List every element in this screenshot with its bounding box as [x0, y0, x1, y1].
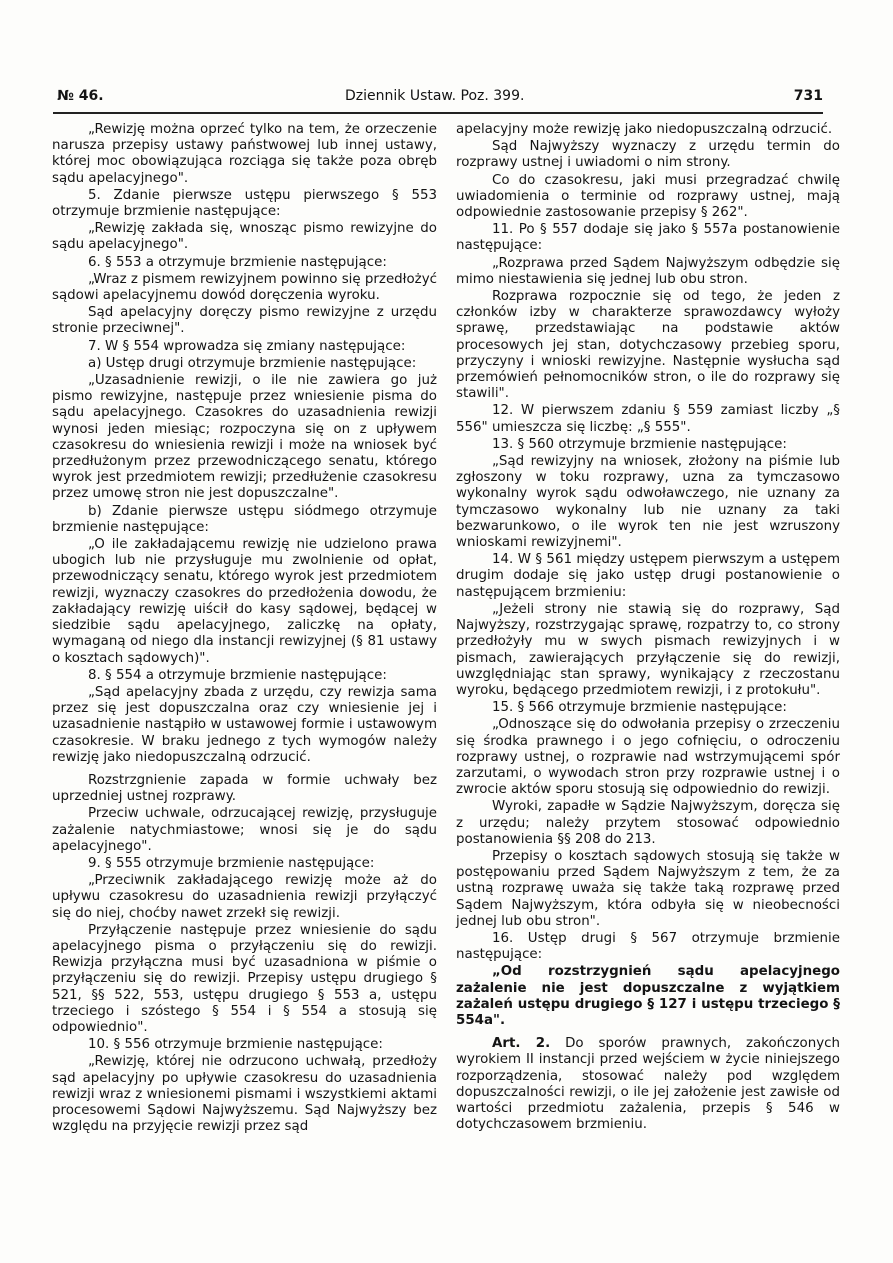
- paragraph: „Rewizję zakłada się, wnosząc pismo rewizyjne do sądu apelacyjnego".: [52, 221, 437, 253]
- paragraph: „Rewizję można oprzeć tylko na tem, że orzeczenie narusza przepisy ustawy państwowej lub innej ustawy, której moc obowiązująca rozciąga się także poza obręb sądu apelacyjnego".: [52, 122, 437, 186]
- paragraph: 8. § 554 a otrzymuje brzmienie następujące:: [88, 667, 387, 683]
- paragraph: „Sąd apelacyjny zbada z urzędu, czy rewizja sama przez się jest dopuszczalna oraz czy wniesienie jej i uzasadnienie nastąpiło w ustawowej formie i ustawowym czasokresie. W braku jednego z tych wymogów należy rewizję jako niedopuszczalną odrzucić.: [52, 684, 437, 765]
- paragraph: b) Zdanie pierwsze ustępu siódmego otrzymuje brzmienie następujące:: [52, 503, 437, 535]
- article-text: Do sporów prawnych, zakończonych wyrokiem II instancji przed wejściem w życie niniejszego rozporządzenia, stosować należy pod względem dopuszczalności rewizji, o ile jej założenie jest zawisłe od wartości przedmiotu zażalenia, przepis § 546 w dotychczasowem brzmieniu.: [456, 1036, 841, 1133]
- page-header: [53, 88, 823, 110]
- paragraph: 12. W pierwszem zdaniu § 559 zamiast liczby „§ 556" umieszcza się liczbę: „§ 555".: [456, 403, 840, 435]
- art-2-paragraph: [456, 1036, 840, 1133]
- paragraph: „O ile zakładającemu rewizję nie udzielono prawa ubogich lub nie przysługuje mu zwolnienie od opłat, przewodniczący senatu, którego wyrok jest przedmiotem rewizji, wyznaczy czasokres do przedłożenia dowodu, że zakładający rewizję uiścił do kasy sądowej, będącej w siedzibie sądu apelacyjnego, zaliczkę na opłaty, wymaganą od niego dla instancji rewizyjnej (§ 81 ustawy o kosztach sądowych)".: [52, 537, 437, 666]
- paragraph: 7. W § 554 wprowadza się zmiany następujące:: [88, 338, 406, 354]
- issue-number: № 46.: [57, 88, 104, 104]
- paragraph: 13. § 560 otrzymuje brzmienie następujące:: [492, 436, 787, 452]
- paragraph: „Przeciwnik zakładającego rewizję może aż do upływu czasokresu do uzasadnienia rewizji przyłączyć się do niej, choćby nawet zrzekł się rewizji.: [52, 873, 437, 921]
- paragraph: Wyroki, zapadłe w Sądzie Najwyższym, doręcza się z urzędu; należy przytem stosować odpowiednio postanowienia §§ 208 do 213.: [456, 799, 840, 847]
- article-label: Art. 2.: [492, 1036, 551, 1052]
- paragraph: Przyłączenie następuje przez wniesienie do sądu apelacyjnego pisma o przyłączeniu się do rewizji. Rewizja przyłączna musi być uzasadniona w piśmie o przyłączeniu się do rewizji. Przepisy ustępu drugiego § 521, §§ 522, 553, ustępu drugiego § 553 a, ustępu trzeciego i szóstego § 554 i § 554 a stosują się odpowiednio".: [52, 922, 437, 1035]
- paragraph: 11. Po § 557 dodaje się jako § 557a postanowienie następujące:: [456, 222, 840, 254]
- right-column: [456, 122, 840, 1134]
- paragraph: a) Ustęp drugi otrzymuje brzmienie następujące:: [88, 355, 417, 371]
- paragraph: Przeciw uchwale, odrzucającej rewizję, przysługuje zażalenie natychmiastowe; wnosi się je do sądu apelacyjnego".: [52, 806, 437, 854]
- paragraph: 16. Ustęp drugi § 567 otrzymuje brzmienie następujące:: [456, 930, 840, 963]
- paragraph: 10. § 556 otrzymuje brzmienie następujące:: [88, 1037, 383, 1053]
- paragraph: Rozstrzgnienie zapada w formie uchwały bez uprzedniej ustnej rozprawy.: [52, 772, 437, 805]
- paragraph: 14. W § 561 między ustępem pierwszym a ustępem drugim dodaje się jako ustęp drugi postanowienie o następującem brzmieniu:: [456, 552, 840, 600]
- paragraph: „Jeżeli strony nie stawią się do rozprawy, Sąd Najwyższy, rozstrzygając sprawę, rozpatrzy to, co strony przedłożyły mu w swych pismach rewizyjnych i w pismach, zawierających przyłączenie się do rewizji, uwzględniając stan sprawy, wynikający z rzeczostanu wyroku, będącego przedmiotem rewizji, i z protokułu".: [456, 601, 840, 698]
- paragraph: Rozprawa rozpocznie się od tego, że jeden z członków izby w charakterze sprawozdawcy wyłoży sprawę, przedstawiając na podstawie aktów procesowych jej stan, dotychczasowy przebieg sporu, przyczyny i wnioski rewizyjne. Następnie wysłucha sąd przemówień pełnomocników stron, o ile do rozprawy się stawili".: [456, 289, 840, 402]
- paragraph: Sąd Najwyższy wyznaczy z urzędu termin do rozprawy ustnej i uwiadomi o nim strony.: [456, 139, 840, 171]
- paragraph: 5. Zdanie pierwsze ustępu pierwszego § 553 otrzymuje brzmienie następujące:: [52, 187, 437, 220]
- left-column: [52, 122, 437, 1136]
- paragraph: „Wraz z pismem rewizyjnem powinno się przedłożyć sądowi apelacyjnemu dowód doręczenia wyroku.: [52, 271, 437, 304]
- paragraph: „Odnoszące się do odwołania przepisy o zrzeczeniu się środka prawnego i o jego cofnięciu, o odroczeniu rozprawy ustnej, o rozprawie nad wstrzymującemi spór zarzutami, o wywodach stron przy rozprawie ustnej i o zwrocie aktów sporu stosują się odpowiednio do rewizji.: [456, 717, 840, 798]
- page-number: 731: [793, 88, 823, 104]
- paragraph: „Uzasadnienie rewizji, o ile nie zawiera go już pismo rewizyjne, następuje przez wniesienie pisma do sądu apelacyjnego. Czasokres do uzasadnienia rewizji wynosi jeden miesiąc; rozpoczyna się on z upływem czasokresu do wniesienia rewizji i może na wniosek być przedłużonym przez przewodniczącego senatu, którego wyrok jest przedmiotem rewizji; przedłużenie czasokresu przez umowę stron nie jest dopuszczalne".: [52, 373, 437, 502]
- paragraph: Przepisy o kosztach sądowych stosują się także w postępowaniu przed Sądem Najwyższym z tem, że za ustną rozprawę uważa się także taką rozprawę przed Sądem Najwyższym, która odbyła się w nieobecności jednej lub obu stron".: [456, 848, 840, 929]
- paragraph: „Sąd rewizyjny na wniosek, złożony na piśmie lub zgłoszony w toku rozprawy, uzna za tymczasowo wykonalny wyrok sądu odwoławczego, nie uznany za tymczasowo wykonalny lub nie uznany za taki bezwarunkowo, o ile wyrok ten nie jest wzruszony wnioskami rewizyjnemi".: [456, 454, 840, 551]
- paragraph: „Rozprawa przed Sądem Najwyższym odbędzie się mimo niestawienia się jednej lub obu stron.: [456, 255, 840, 287]
- paragraph: „Rewizję, której nie odrzucono uchwałą, przedłoży sąd apelacyjny po upływie czasokresu do uzasadnienia rewizji wraz z wniesionemi pismami i wszystkiemi aktami procesowemi Sądowi Najwyższemu. Sąd Najwyższy bez względu na przyjęcie rewizji przez sąd: [52, 1054, 437, 1135]
- paragraph: 15. § 566 otrzymuje brzmienie następujące:: [492, 700, 787, 716]
- paragraph: „Od rozstrzygnień sądu apelacyjnego zażalenie nie jest dopuszczalne z wyjątkiem zażaleń ustępu drugiego § 127 i ustępu trzeciego § 554a".: [456, 964, 840, 1028]
- paragraph: Co do czasokresu, jaki musi przegradzać chwilę uwiadomienia o terminie od rozprawy ustnej, mają odpowiednie zastosowanie przepisy § 262".: [456, 172, 840, 221]
- paragraph: Sąd apelacyjny doręczy pismo rewizyjne z urzędu stronie przeciwnej".: [52, 305, 437, 337]
- paragraph: 9. § 555 otrzymuje brzmienie następujące:: [88, 855, 375, 871]
- paragraph: apelacyjny może rewizję jako niedopuszczalną odrzucić.: [456, 122, 833, 137]
- header-rule: [53, 112, 823, 114]
- paragraph: 6. § 553 a otrzymuje brzmienie następujące:: [88, 254, 387, 270]
- journal-title: Dziennik Ustaw. Poz. 399.: [345, 88, 525, 104]
